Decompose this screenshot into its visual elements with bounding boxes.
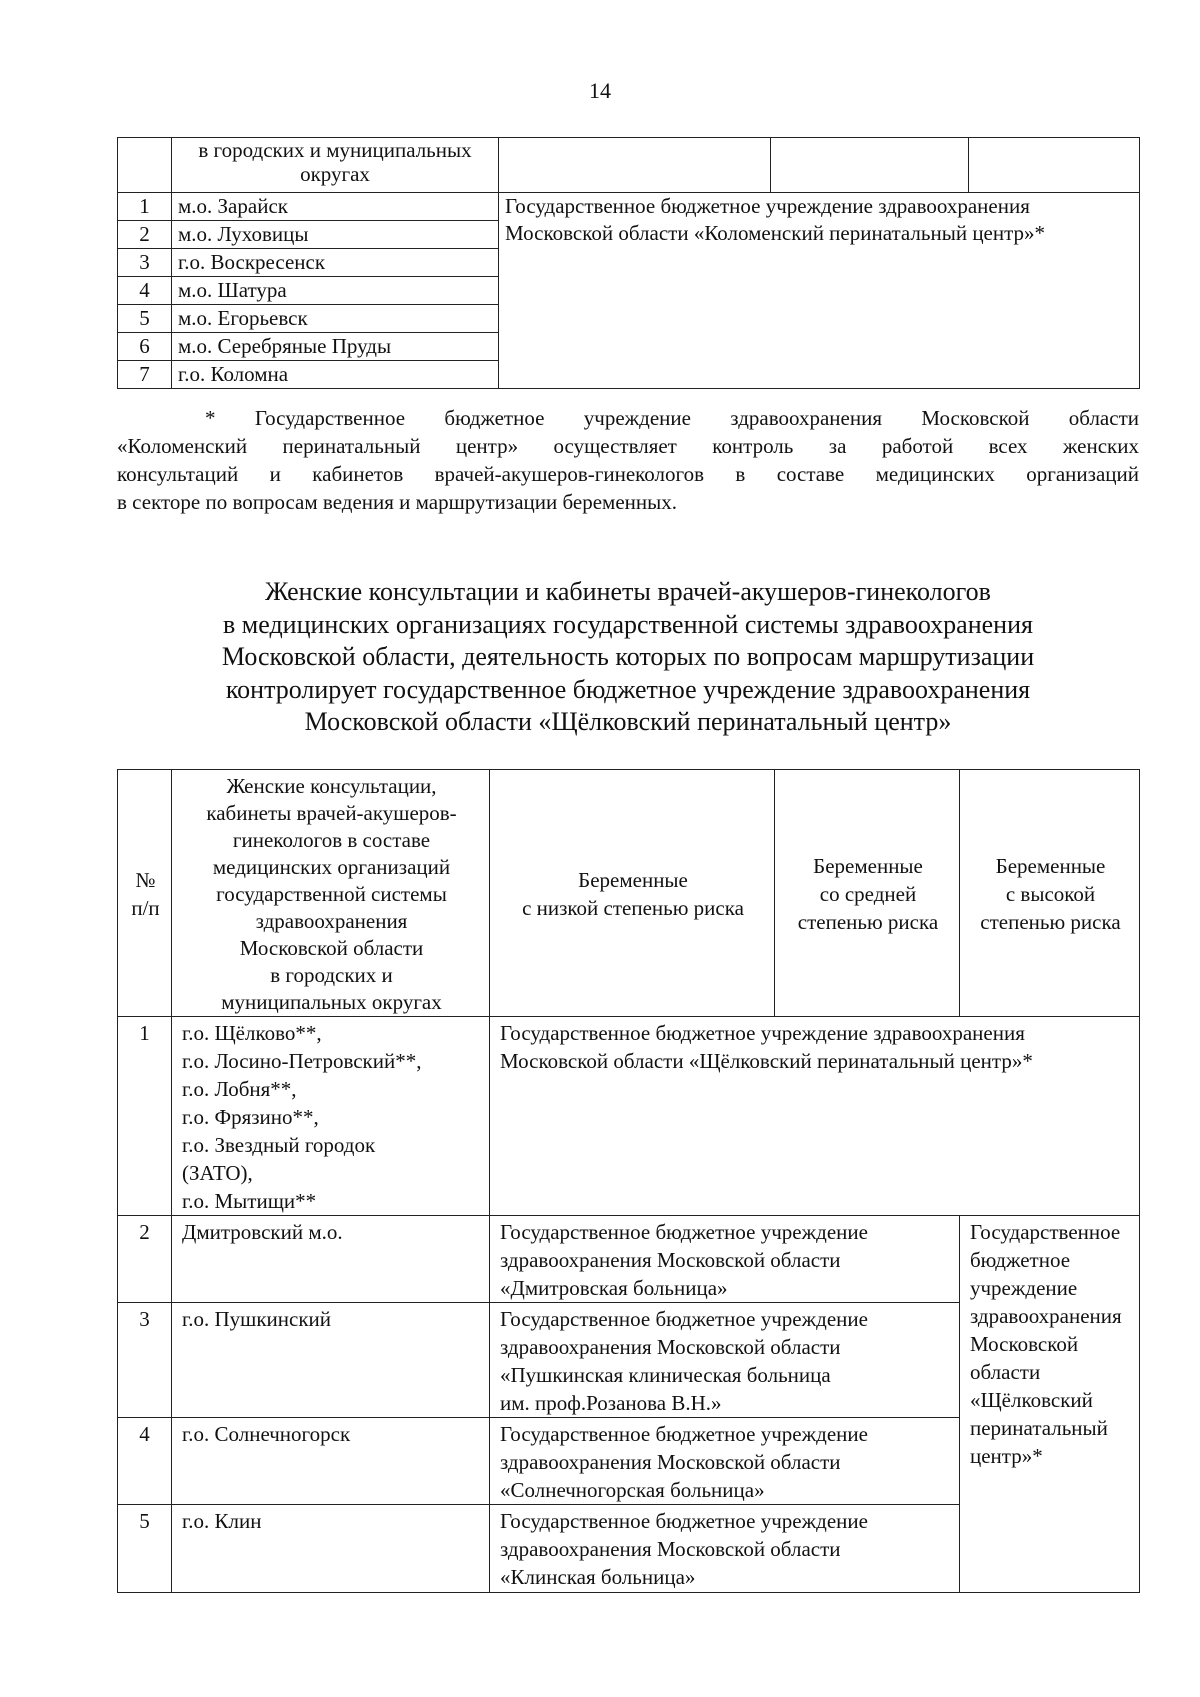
row-number: 2 xyxy=(118,221,172,249)
high-risk-institution-cell: Государственное бюджетное учреждение здравоохранения Московской области «Щёлковский перинатальный центр»* xyxy=(960,1216,1140,1593)
institution-cell: Государственное бюджетное учреждение здравоохранения Московской области «Солнечногорская больница» xyxy=(490,1418,960,1505)
table-row xyxy=(118,1017,1140,1216)
low-risk-header: Беременные с низкой степенью риска xyxy=(490,770,775,1017)
row-number: 1 xyxy=(118,193,172,221)
row-number: 7 xyxy=(118,361,172,389)
district-names: г.о. Щёлково**, г.о. Лосино-Петровский**, г.о. Лобня**, г.о. Фрязино**, г.о. Звездный городок (ЗАТО), г.о. Мытищи** xyxy=(172,1017,490,1216)
district-name: г.о. Клин xyxy=(172,1505,490,1593)
district-name: г.о. Коломна xyxy=(172,361,499,389)
district-name: г.о. Пушкинский xyxy=(172,1303,490,1418)
header-row xyxy=(118,770,1140,1017)
table-row xyxy=(118,1216,1140,1303)
institution-cell: Государственное бюджетное учреждение здравоохранения Московской области «Щёлковский перинатальный центр»* xyxy=(490,1017,1140,1216)
consultations-header: Женские консультации, кабинеты врачей-акушеров- гинекологов в составе медицинских организаций государственной системы здравоохранения Московской области в городских и муниципальных округах xyxy=(172,770,490,1017)
kolomna-table xyxy=(117,137,1140,389)
row-number: 1 xyxy=(118,1017,172,1216)
district-name: м.о. Серебряные Пруды xyxy=(172,333,499,361)
shchelkovo-table xyxy=(117,769,1140,1593)
footnote: * Государственное бюджетное учреждение здравоохранения Московской области «Коломенский перинатальный центр» осуществляет контроль за работой всех женских консультаций и кабинетов врачей-акушеров-гинекологов в составе медицинских организаций в секторе по вопросам ведения и маршрутизации беременных. xyxy=(117,406,1139,514)
num-header: № п/п xyxy=(118,770,172,1017)
row-number: 6 xyxy=(118,333,172,361)
table-row xyxy=(118,193,1140,221)
row-number: 5 xyxy=(118,1505,172,1593)
district-name: м.о. Луховицы xyxy=(172,221,499,249)
district-name: г.о. Солнечногорск xyxy=(172,1418,490,1505)
district-name: м.о. Шатура xyxy=(172,277,499,305)
medium-risk-header: Беременные со средней степенью риска xyxy=(775,770,960,1017)
row-number: 3 xyxy=(118,1303,172,1418)
row-number: 4 xyxy=(118,1418,172,1505)
district-name: г.о. Воскресенск xyxy=(172,249,499,277)
district-name: м.о. Зарайск xyxy=(172,193,499,221)
page-number: 14 xyxy=(589,78,611,103)
section-title: Женские консультации и кабинеты врачей-акушеров-гинекологов в медицинских организациях государственной системы здравоохранения Московской области, деятельность которых по вопросам маршрутизации контролирует государственное бюджетное учреждение здравоохранения Московской области «Щёлковский перинатальный центр» xyxy=(221,577,1035,736)
row-number: 4 xyxy=(118,277,172,305)
table-row xyxy=(118,138,1140,193)
row-number: 5 xyxy=(118,305,172,333)
district-name: Дмитровский м.о. xyxy=(172,1216,490,1303)
institution-cell: Государственное бюджетное учреждение здравоохранения Московской области «Коломенский перинатальный центр»* xyxy=(499,193,1140,389)
district-name: м.о. Егорьевск xyxy=(172,305,499,333)
high-risk-header: Беременные с высокой степенью риска xyxy=(960,770,1140,1017)
row-number: 2 xyxy=(118,1216,172,1303)
institution-cell: Государственное бюджетное учреждение здравоохранения Московской области «Клинская больница» xyxy=(490,1505,960,1593)
institution-cell: Государственное бюджетное учреждение здравоохранения Московской области «Пушкинская клиническая больница им. проф.Розанова В.Н.» xyxy=(490,1303,960,1418)
row-number: 3 xyxy=(118,249,172,277)
districts-header: в городских и муниципальных округах xyxy=(172,138,499,193)
institution-cell: Государственное бюджетное учреждение здравоохранения Московской области «Дмитровская больница» xyxy=(490,1216,960,1303)
